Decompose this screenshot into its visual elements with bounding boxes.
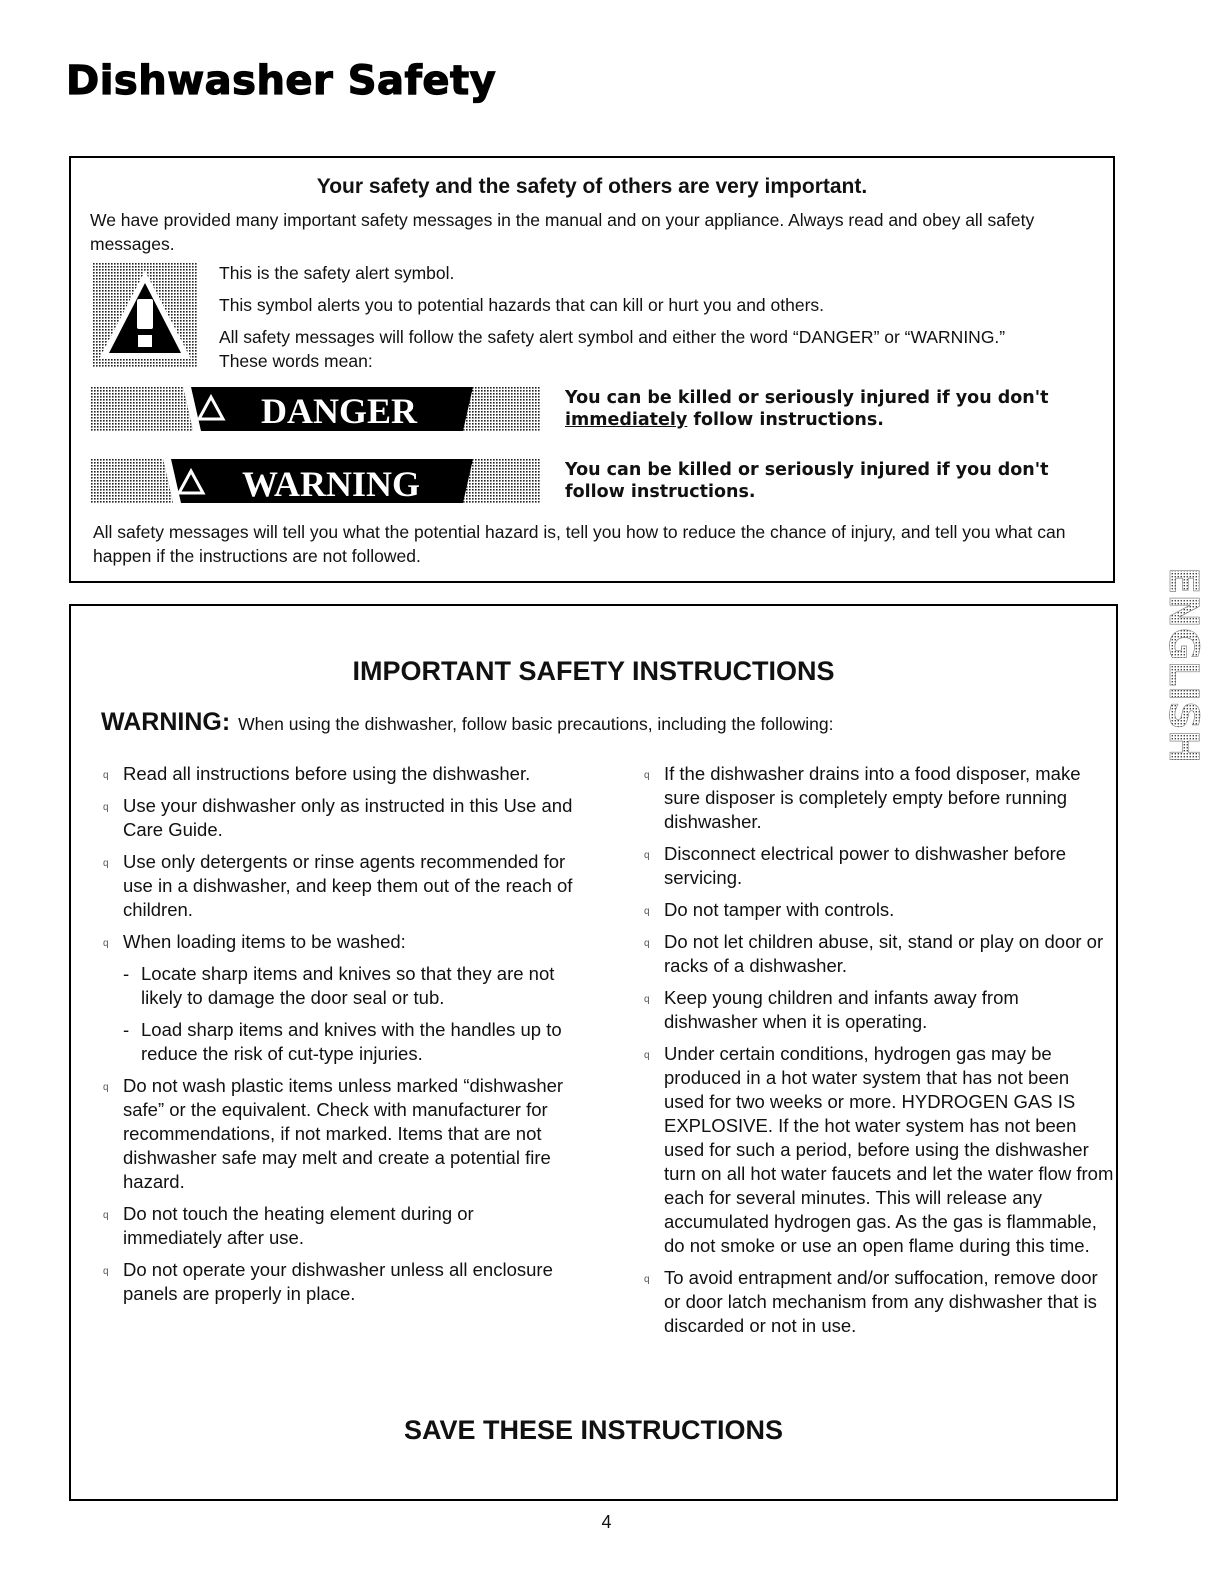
bullet-icon: q [103, 938, 109, 949]
bullet-icon: q [644, 906, 650, 917]
bullet-icon: q [103, 1210, 109, 1221]
side-tab-text: ENGLISH [1160, 567, 1206, 764]
safety-alert-triangle-icon [93, 263, 197, 367]
page-title: Dishwasher Safety [66, 58, 497, 104]
list-item: q Do not operate your dishwasher unless all enclosure panels are properly in place. [103, 1259, 553, 1304]
bullet-icon: q [103, 858, 109, 869]
safety-headline: Your safety and the safety of others are very important. [316, 175, 868, 198]
warning-label: WARNING: [101, 708, 231, 736]
bullet-icon: q [103, 802, 109, 813]
bullet-icon: q [644, 1274, 650, 1285]
list-item: q Read all instructions before using the dishwasher. [103, 762, 573, 786]
safety-intro-box [69, 156, 1115, 583]
instructions-left-column [103, 762, 573, 1314]
bullet-icon: q [644, 770, 650, 781]
warning-desc: When using the dishwasher, follow basic precautions, including the following: [238, 714, 834, 734]
safety-closing: All safety messages will tell you what the potential hazard is, tell you how to reduce the chance of injury, and tell you what can happen if the instructions are not followed. [93, 522, 1066, 566]
warning-banner [91, 459, 541, 503]
list-item: q If the dishwasher drains into a food disposer, make sure disposer is completely empty before running dishwasher. [644, 763, 1081, 832]
list-item: q Use your dishwasher only as instructed in this Use and Care Guide. [103, 795, 573, 840]
list-item: q Do not tamper with controls. [644, 898, 1114, 922]
bullet-icon: q [644, 994, 650, 1005]
symbol-line: This symbol alerts you to potential hazards that can kill or hurt you and others. [219, 295, 825, 315]
safety-intro: We have provided many important safety messages in the manual and on your appliance. Always read and obey all safety messages. [90, 210, 1035, 254]
list-item: q Under certain conditions, hydrogen gas may be produced in a hot water system that has not been used for two weeks or more. HYDROGEN GAS IS EXPLOSIVE. If the hot water system has not been used for such a period, before using the dishwasher turn on all hot water faucets and let the water flow from each for several minutes. This will release any accumulated hydrogen gas. As the gas is flammable, do not smoke or use an open flame during this time. [644, 1043, 1114, 1256]
list-item: q Do not touch the heating element during or immediately after use. [103, 1203, 474, 1248]
list-item: q Do not wash plastic items unless marked “dishwasher safe” or the equivalent. Check with manufacturer for recommendations, if not marked. Items that are not dishwasher safe may melt and create a potential fire hazard. [103, 1075, 564, 1192]
alert-symbol-text [219, 261, 1053, 381]
save-instructions: SAVE THESE INSTRUCTIONS [403, 1415, 784, 1445]
bullet-icon: q [644, 938, 650, 949]
list-item: q To avoid entrapment and/or suffocation, remove door or door latch mechanism from any dishwasher that is discarded or not in use. [644, 1267, 1098, 1336]
list-item: q Do not let children abuse, sit, stand or play on door or racks of a dishwasher. [644, 931, 1104, 976]
bullet-icon: q [103, 1266, 109, 1277]
symbol-line: This is the safety alert symbol. [219, 263, 455, 283]
list-item: q Keep young children and infants away from dishwasher when it is operating. [644, 987, 1019, 1032]
warning-description: You can be killed or seriously injured if you don't follow instructions. [565, 460, 1049, 502]
instructions-right-column [644, 762, 1114, 1346]
danger-banner-text: DANGER [260, 391, 418, 431]
sub-list-item: - Locate sharp items and knives so that they are not likely to damage the door seal or tub. [123, 963, 555, 1008]
list-item: q Disconnect electrical power to dishwasher before servicing. [644, 843, 1067, 888]
list-item: q Use only detergents or rinse agents recommended for use in a dishwasher, and keep them out of the reach of children. [103, 851, 573, 920]
important-instructions-box [69, 604, 1118, 1501]
bullet-icon: q [644, 850, 650, 861]
symbol-line: All safety messages will follow the safety alert symbol and either the word “DANGER” or “WARNING.” These words mean: [219, 327, 1006, 371]
list-item: q When loading items to be washed: [103, 930, 573, 954]
danger-banner [91, 387, 541, 431]
sub-list-item: - Load sharp items and knives with the handles up to reduce the risk of cut-type injuries. [123, 1019, 562, 1064]
bullet-icon: q [103, 1082, 109, 1093]
page-number: 4 [601, 1512, 612, 1532]
warning-banner-text: WARNING [241, 464, 421, 504]
warning-line [101, 708, 1096, 737]
bullet-icon: q [103, 770, 109, 781]
bullet-icon: q [644, 1050, 650, 1061]
english-language-tab [1126, 565, 1206, 790]
instructions-heading: IMPORTANT SAFETY INSTRUCTIONS [352, 656, 835, 686]
danger-description: You can be killed or seriously injured if you don't immediately follow instructions. [565, 388, 1049, 430]
